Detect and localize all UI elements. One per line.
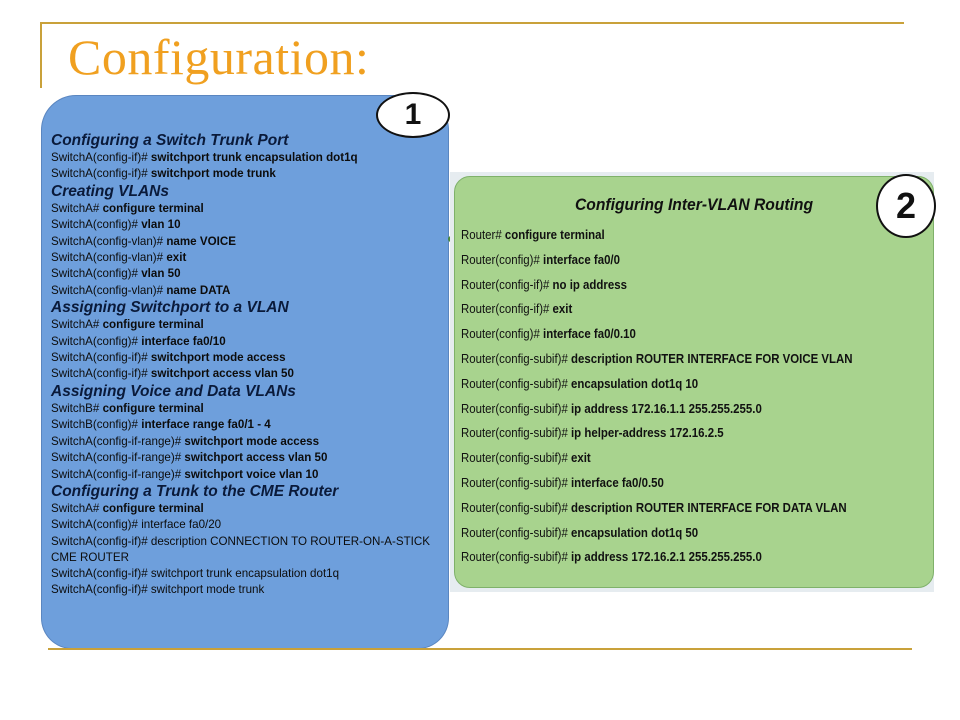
command-line: Router(config-subif)# ip address 172.16.1.1 255.255.255.0 [461, 400, 762, 416]
command-line: SwitchA(config)# vlan 50 [51, 267, 181, 281]
command-line: SwitchA# configure terminal [51, 318, 204, 332]
command-line: SwitchB(config)# interface range fa0/1 - 4 [51, 418, 271, 432]
command-line: SwitchA(config-if)# description CONNECTION TO ROUTER-ON-A-STICK CME ROUTER [51, 534, 431, 564]
command-line: Router(config-if)# no ip address [461, 276, 627, 292]
command-line: SwitchA(config-if-range)# switchport mode access [51, 434, 320, 448]
command-line: Router(config-subif)# ip helper-address 172.16.2.5 [461, 425, 724, 441]
command-line: SwitchA(config-if-range)# switchport access vlan 50 [51, 451, 328, 465]
command-line: SwitchA(config-vlan)# exit [51, 251, 187, 265]
command-line: Router(config-subif)# encapsulation dot1q 10 [461, 375, 699, 391]
command-line: Router(config-if)# exit [461, 301, 573, 317]
command-line: SwitchA(config-if)# switchport trunk encapsulation dot1q [51, 151, 358, 164]
command-line: SwitchA(config)# interface fa0/10 [51, 334, 226, 348]
command-line: SwitchA(config-if)# switchport trunk encapsulation dot1q [51, 566, 340, 580]
command-line: Router(config-subif)# description ROUTER INTERFACE FOR VOICE VLAN [461, 350, 853, 366]
frame-line-top [40, 22, 904, 24]
switch-config-content [51, 132, 443, 599]
command-line: Router(config-subif)# description ROUTER INTERFACE FOR DATA VLAN [461, 499, 847, 515]
command-line: SwitchA(config-if)# switchport mode access [51, 351, 286, 365]
command-line: Router(config-subif)# exit [461, 450, 591, 466]
command-line: SwitchA(config-if)# switchport mode trunk [51, 167, 276, 181]
command-line: SwitchA# configure terminal [51, 501, 204, 515]
command-line: SwitchA(config)# interface fa0/20 [51, 518, 222, 532]
frame-line-left [40, 22, 42, 88]
slide-title: Configuration: [68, 29, 370, 85]
section-heading: Configuring a Trunk to the CME Router [51, 482, 339, 500]
section-heading: Configuring a Switch Trunk Port [51, 132, 289, 149]
frame-line-bottom [48, 648, 912, 650]
router-panel-title: Configuring Inter-VLAN Routing [575, 195, 814, 214]
command-line: SwitchA(config)# vlan 10 [51, 218, 181, 232]
command-line: SwitchA(config-vlan)# name DATA [51, 283, 231, 297]
command-line: Router(config)# interface fa0/0 [461, 251, 620, 267]
command-line: Router(config-subif)# interface fa0/0.50 [461, 474, 664, 490]
section-heading: Assigning Switchport to a VLAN [51, 299, 289, 317]
command-line: Router# configure terminal [461, 227, 605, 242]
section-heading: Creating VLANs [51, 182, 169, 200]
section-heading: Assigning Voice and Data VLANs [51, 382, 296, 400]
command-line: Router(config-subif)# encapsulation dot1q 50 [461, 524, 699, 540]
command-line: SwitchA(config-if)# switchport mode trunk [51, 583, 265, 597]
command-line: SwitchB# configure terminal [51, 401, 204, 415]
command-line: SwitchA(config-if)# switchport access vlan 50 [51, 367, 294, 381]
router-config-panel [454, 176, 934, 588]
router-command-list [461, 223, 921, 570]
command-line: SwitchA(config-if-range)# switchport voice vlan 10 [51, 467, 319, 481]
command-line: SwitchA(config-vlan)# name VOICE [51, 234, 236, 248]
switch-config-panel [42, 96, 448, 648]
command-line: Router(config)# interface fa0/0.10 [461, 326, 636, 342]
step-2-badge: 2 [876, 174, 936, 238]
command-line: Router(config-subif)# ip address 172.16.2.1 255.255.255.0 [461, 549, 762, 565]
command-line: SwitchA# configure terminal [51, 201, 204, 215]
step-1-badge: 1 [376, 92, 450, 138]
